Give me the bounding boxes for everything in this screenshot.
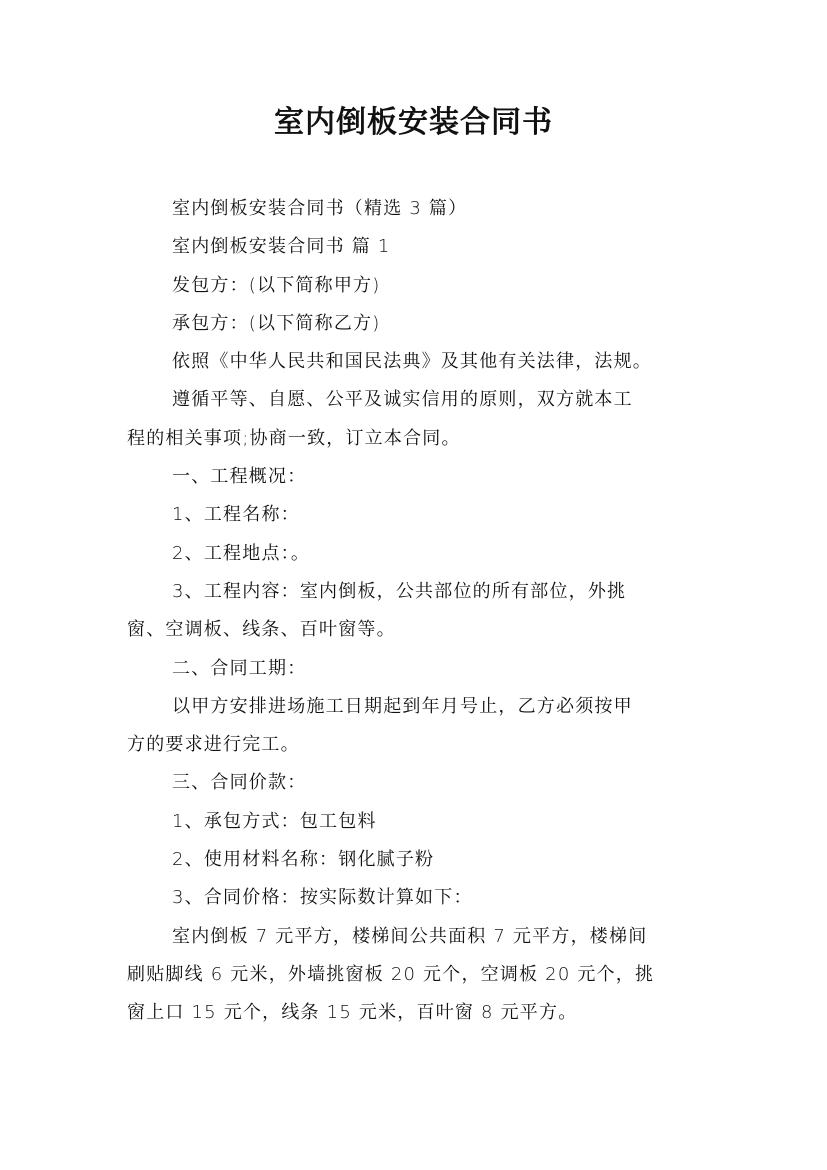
material-line: 2、使用材料名称：钢化腻子粉 bbox=[172, 849, 435, 871]
principles-line-1: 遵循平等、自愿、公平及诚实信用的原则，双方就本工 bbox=[172, 389, 633, 411]
clause-heading-3: 三、合同价款： bbox=[172, 772, 307, 794]
price-detail-line-3: 窗上口 15 元个，线条 15 元米，百叶窗 8 元平方。 bbox=[127, 1002, 578, 1024]
project-content-line-1: 3、工程内容：室内倒板，公共部位的所有部位，外挑 bbox=[172, 580, 627, 602]
price-detail-line-1: 室内倒板 7 元平方，楼梯间公共面积 7 元平方，楼梯间 bbox=[172, 925, 648, 947]
schedule-line-1: 以甲方安排进场施工日期起到年月号止，乙方必须按甲 bbox=[172, 695, 633, 717]
contract-method-line: 1、承包方式：包工包料 bbox=[172, 810, 377, 832]
principles-line-2: 程的相关事项;协商一致，订立本合同。 bbox=[127, 427, 461, 449]
project-content-line-2: 窗、空调板、线条、百叶窗等。 bbox=[127, 619, 396, 641]
legal-basis-line: 依照《中华人民共和国民法典》及其他有关法律，法规。 bbox=[172, 351, 652, 373]
price-detail-line-2: 刷贴脚线 6 元米，外墙挑窗板 20 元个，空调板 20 元个，挑 bbox=[127, 963, 655, 985]
project-content-paragraph bbox=[127, 573, 705, 650]
subtitle-line: 室内倒板安装合同书（精选 3 篇） bbox=[172, 198, 468, 219]
price-detail-paragraph bbox=[127, 918, 705, 1033]
party-a-line: 发包方：(以下简称甲方) bbox=[172, 274, 381, 296]
clause-heading-1: 一、工程概况： bbox=[172, 466, 307, 488]
principles-paragraph bbox=[127, 381, 705, 458]
section-heading: 室内倒板安装合同书 篇 1 bbox=[172, 236, 391, 258]
project-location-line: 2、工程地点：。 bbox=[172, 542, 311, 564]
price-line: 3、合同价格：按实际数计算如下： bbox=[172, 887, 473, 909]
party-b-line: 承包方：(以下简称乙方) bbox=[172, 312, 381, 334]
schedule-paragraph bbox=[127, 688, 705, 765]
document-body bbox=[127, 190, 705, 1033]
schedule-line-2: 方的要求进行完工。 bbox=[127, 734, 300, 756]
project-name-line: 1、工程名称： bbox=[172, 504, 300, 526]
document-title: 室内倒板安装合同书 bbox=[274, 105, 553, 140]
clause-heading-2: 二、合同工期： bbox=[172, 657, 307, 679]
